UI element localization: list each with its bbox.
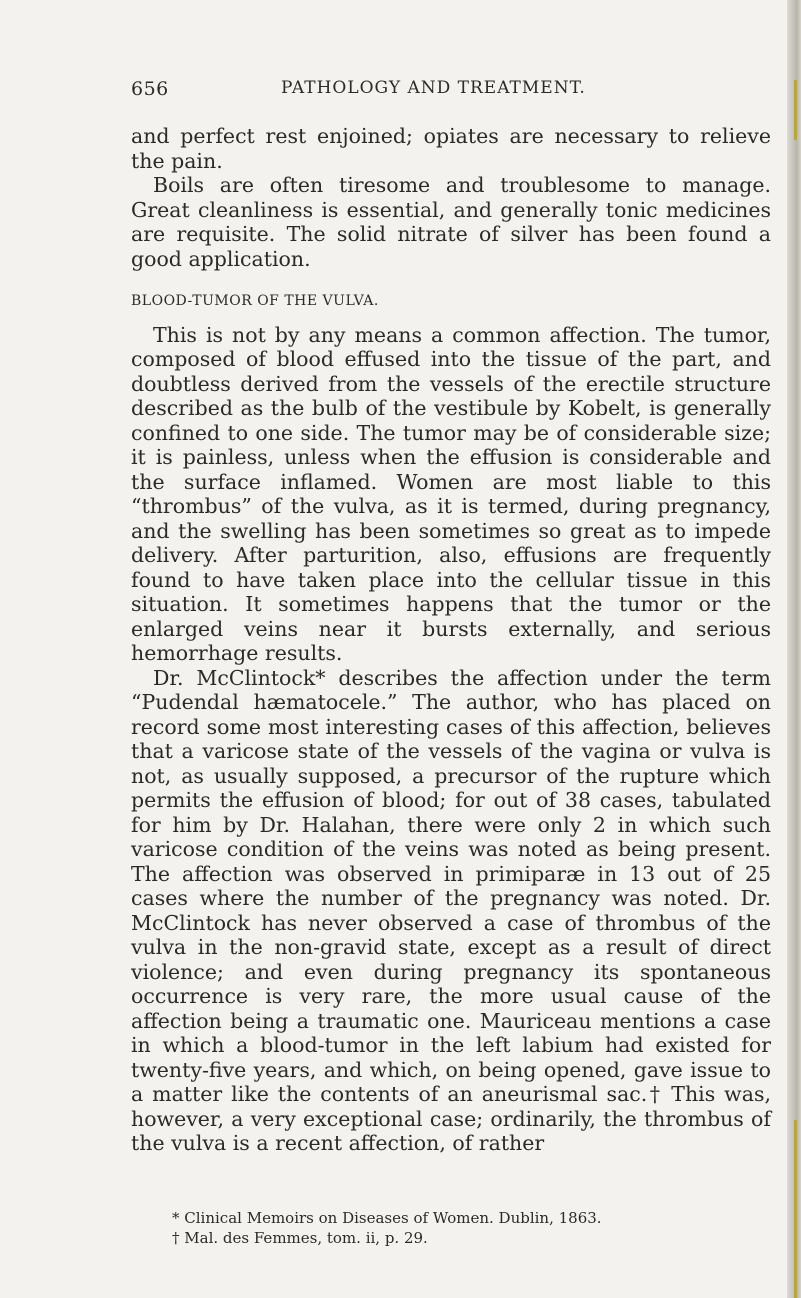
paragraph-boils: Boils are often tiresome and troublesome to manage. Great cleanliness is essential, and generally tonic medicines are requisite. The solid nitrate of silver has been found a good application. bbox=[131, 173, 771, 271]
footnote-clinical-memoirs: * Clinical Memoirs on Diseases of Women. Dublin, 1863. bbox=[172, 1209, 602, 1227]
footnotes bbox=[172, 1208, 732, 1248]
page-header bbox=[131, 78, 769, 108]
paragraph-blood-tumor: This is not by any means a common affection. The tumor, composed of blood effused into the tissue of the part, and doubtless derived from the vessels of the erectile structure described as the bulb of the vestibule by Kobelt, is generally confined to one side. The tumor may be of considerable size; it is painless, unless when the effusion is considerable and the surface inflamed. Women are most liable to this “thrombus” of the vulva, as it is termed, during pregnancy, and the swelling has been sometimes so great as to impede delivery. After parturition, also, effusions are frequently found to have taken place into the cellular tissue in this situation. It sometimes happens that the tumor or the enlarged veins near it bursts externally, and serious hemorrhage results. bbox=[131, 322, 771, 665]
page-edge bbox=[787, 0, 801, 1298]
edge-stripe bbox=[794, 1120, 797, 1298]
running-head: PATHOLOGY AND TREATMENT. bbox=[281, 78, 586, 98]
paragraph-continuation: and perfect rest enjoined; opiates are necessary to relieve the pain. bbox=[131, 124, 771, 173]
edge-stripe bbox=[794, 80, 797, 140]
section-heading: BLOOD-TUMOR OF THE VULVA. bbox=[131, 293, 379, 309]
paragraph-mcclintock: Dr. McClintock* describes the affection under the term “Pudendal hæmatocele.” The author, who has placed on record some most interesting cases of this affection, believes that a varicose state of the vessels of the vagina or vulva is not, as usually supposed, a precursor of the rupture which permits the effusion of blood; for out of 38 cases, tabulated for him by Dr. Halahan, there were only 2 in which such varicose condition of the veins was noted as being present. The affection was observed in primiparæ in 13 out of 25 cases where the number of the pregnancy was noted. Dr. McClintock has never observed a case of thrombus of the vulva in the non-gravid state, except as a result of direct violence; and even during pregnancy its spontaneous occurrence is very rare, the more usual cause of the affection being a traumatic one. Mauriceau mentions a case in which a blood-tumor in the left labium had existed for twenty-five years, and which, on being opened, gave issue to a matter like the contents of an aneurismal sac.† This was, however, a very exceptional case; ordinarily, the thrombus of the vulva is a recent affection, of rather bbox=[131, 665, 771, 1155]
page-number: 656 bbox=[131, 78, 169, 100]
footnote-mal-des-femmes: † Mal. des Femmes, tom. ii, p. 29. bbox=[172, 1229, 428, 1247]
body-text bbox=[131, 124, 771, 1156]
